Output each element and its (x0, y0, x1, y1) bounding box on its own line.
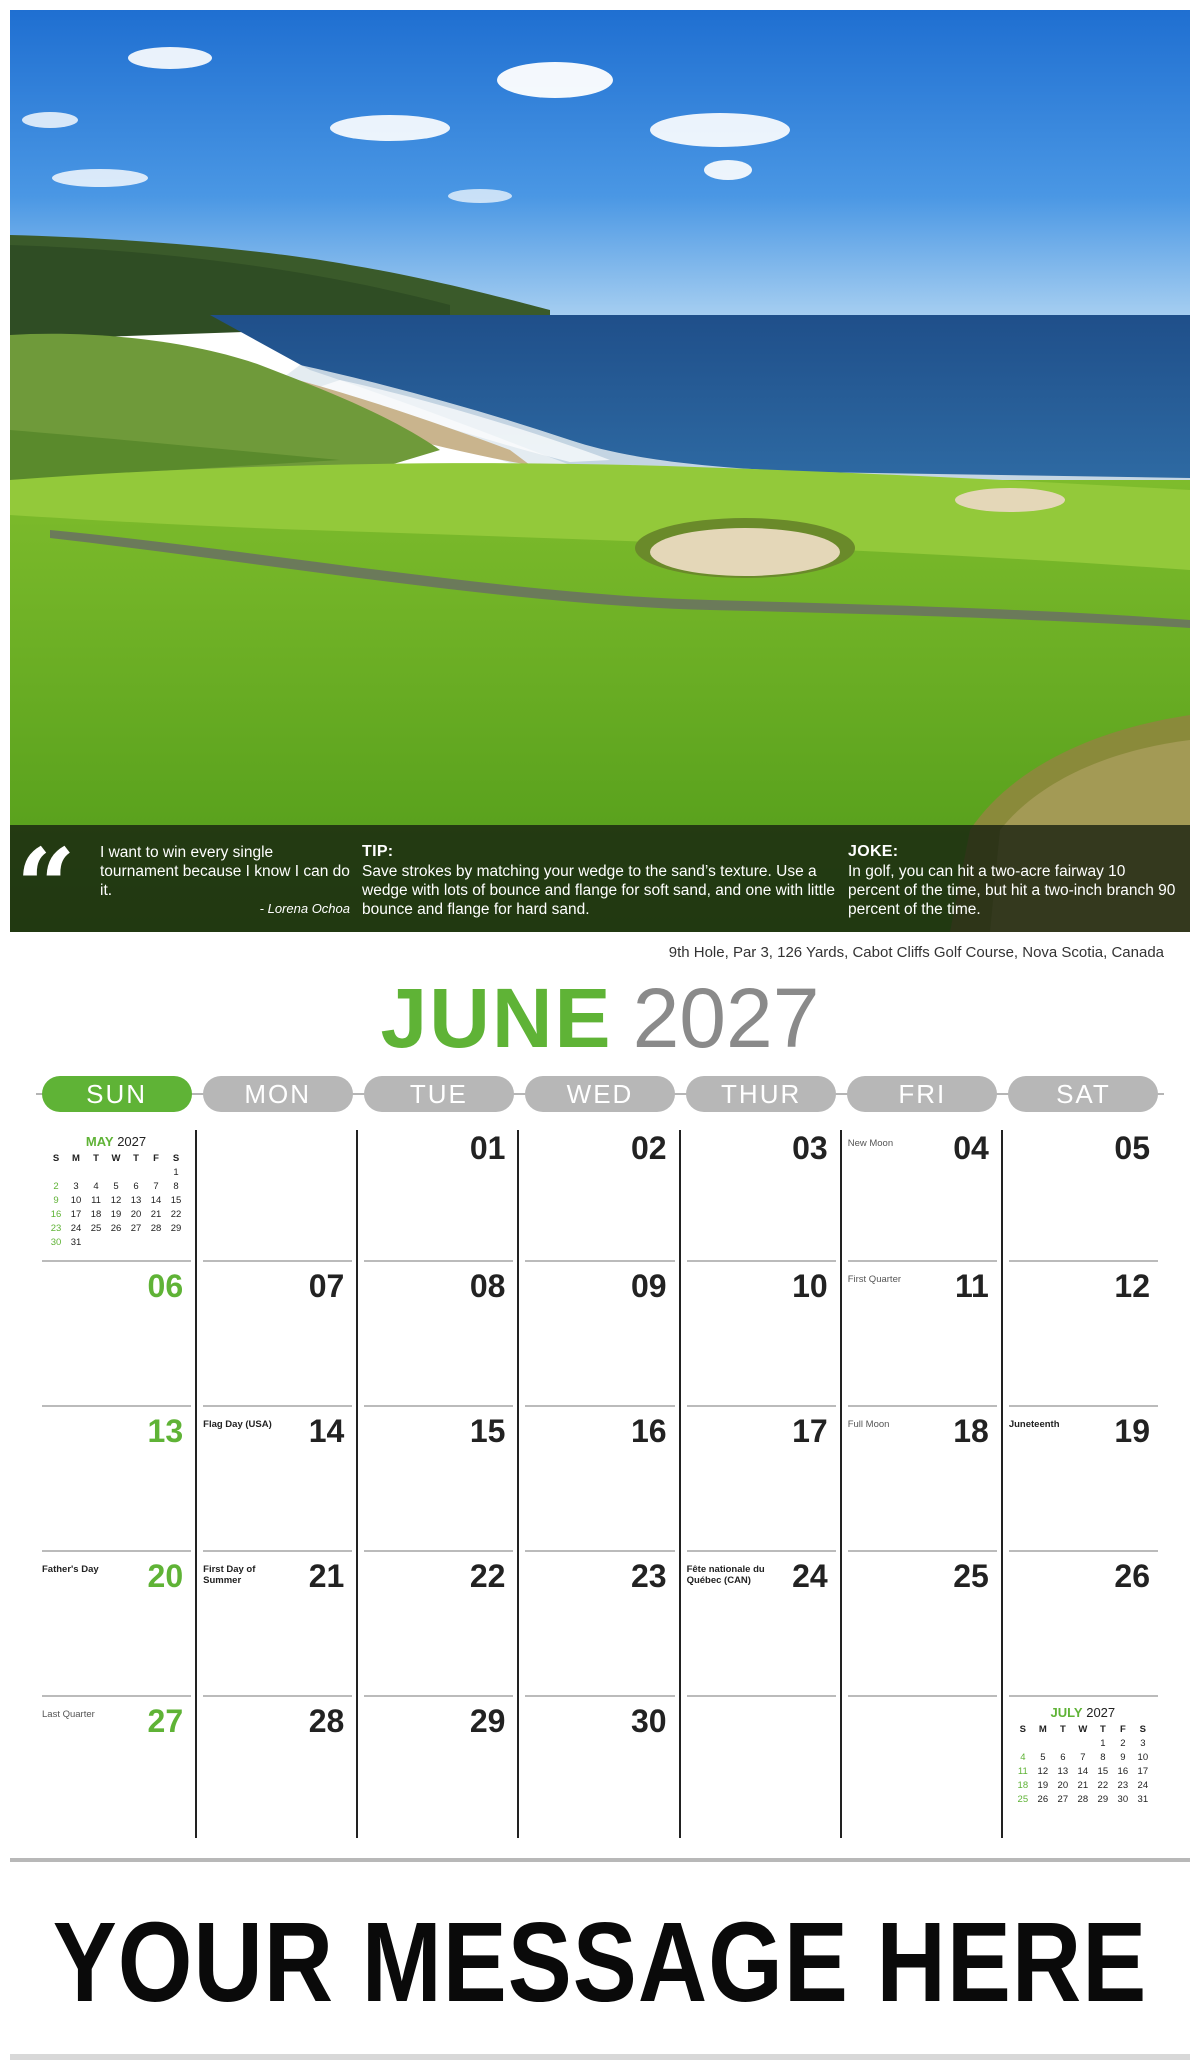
mini-calendar-next-day: 21 (1077, 1779, 1089, 1791)
row-divider (364, 1695, 513, 1697)
day-number: 25 (953, 1558, 989, 1594)
day-number: 20 (147, 1558, 184, 1594)
day-number: 30 (630, 1703, 667, 1739)
month-name: JUNE (380, 971, 613, 1065)
day-number: 11 (955, 1268, 989, 1304)
day-cell[interactable] (681, 1130, 842, 1260)
mini-calendar-next-day: 20 (1057, 1779, 1069, 1791)
row-divider (687, 1695, 836, 1697)
mini-calendar-prev-day: 17 (70, 1208, 82, 1220)
mini-calendar-next-day: 16 (1117, 1765, 1129, 1777)
mini-calendar-next-day (1013, 1736, 1033, 1750)
mini-calendar-prev-day: 9 (53, 1194, 59, 1206)
row-divider (687, 1405, 836, 1407)
day-number: 06 (147, 1268, 184, 1304)
mini-calendar-prev-year: 2027 (117, 1134, 147, 1149)
day-cell[interactable] (36, 1550, 197, 1695)
mini-calendar-prev-day: 7 (153, 1180, 159, 1192)
mini-calendar-prev-day (106, 1235, 126, 1249)
mini-calendar-next-day: 1 (1100, 1737, 1106, 1749)
mini-calendar-prev-day-header: T (93, 1152, 99, 1164)
day-cell[interactable] (842, 1260, 1003, 1405)
day-note: First Day of Summer (203, 1564, 256, 1586)
day-cell[interactable] (519, 1130, 680, 1260)
mini-calendar-next (1013, 1705, 1153, 1806)
day-cell[interactable] (197, 1405, 358, 1550)
weekday-fri: FRI (847, 1076, 997, 1112)
mini-calendar-prev-day-header: M (72, 1152, 80, 1164)
day-cell[interactable] (1003, 1405, 1164, 1550)
day-number: 12 (1114, 1268, 1150, 1304)
mini-calendar-next-day-header: F (1119, 1723, 1126, 1735)
mini-calendar-prev-day: 6 (133, 1180, 139, 1192)
day-cell[interactable] (1003, 1260, 1164, 1405)
mini-calendar-prev-day (86, 1235, 106, 1249)
day-note: Last Quarter (42, 1709, 95, 1720)
row-divider (364, 1405, 513, 1407)
mini-calendar-prev-day: 10 (70, 1194, 82, 1206)
mini-calendar-next-title (1013, 1705, 1153, 1720)
row-divider (364, 1260, 513, 1262)
day-number: 07 (308, 1268, 345, 1304)
day-cell[interactable] (519, 1695, 680, 1838)
mini-calendar-prev-day: 27 (130, 1222, 142, 1234)
row-divider (42, 1550, 191, 1552)
mini-calendar-next-day: 17 (1137, 1765, 1149, 1777)
day-number: 02 (630, 1130, 667, 1166)
mini-calendar-next-day-header: T (1099, 1723, 1106, 1735)
day-note: Juneteenth (1008, 1419, 1060, 1430)
mini-calendar-prev-day-header: S (172, 1152, 180, 1164)
mini-calendar-prev-day: 22 (170, 1208, 182, 1220)
mini-calendar-prev-day: 25 (90, 1222, 102, 1234)
row-divider (364, 1550, 513, 1552)
weekday-header (36, 1076, 1164, 1112)
day-number: 03 (792, 1130, 828, 1166)
mini-calendar-prev-day: 2 (53, 1180, 59, 1192)
mini-calendar-prev-day: 29 (170, 1222, 182, 1234)
day-number: 23 (630, 1558, 667, 1594)
mini-calendar-next-day: 11 (1017, 1765, 1028, 1777)
mini-calendar-next-day: 10 (1137, 1751, 1149, 1763)
mini-calendar-prev-day: 15 (170, 1194, 182, 1206)
row-divider (848, 1405, 997, 1407)
day-note: Father's Day (42, 1564, 99, 1575)
day-number: 26 (1114, 1558, 1150, 1594)
year: 2027 (632, 971, 820, 1065)
day-cell[interactable] (197, 1260, 358, 1405)
mini-calendar-prev-title (46, 1134, 186, 1149)
quote-author: - Lorena Ochoa (259, 901, 350, 916)
row-divider (848, 1695, 997, 1697)
mini-calendar-next-day: 29 (1097, 1793, 1109, 1805)
mini-calendar-next-day: 31 (1137, 1793, 1149, 1805)
mini-calendar-prev-day: 16 (50, 1208, 62, 1220)
row-divider (525, 1405, 674, 1407)
mini-calendar-prev-day: 30 (50, 1236, 62, 1248)
mini-calendar-next-day-header: T (1059, 1723, 1066, 1735)
quote-text: I want to win every single tournament because I know I can do it. (100, 844, 350, 899)
day-cell[interactable] (842, 1550, 1003, 1695)
joke-heading: JOKE: (848, 843, 899, 860)
mini-calendar-prev-day: 20 (130, 1208, 142, 1220)
quote-icon: “ (16, 825, 76, 948)
day-number: 29 (469, 1703, 506, 1739)
day-number: 09 (630, 1268, 667, 1304)
day-note: First Quarter (847, 1274, 902, 1285)
day-cell[interactable] (1003, 1130, 1164, 1260)
day-cell[interactable] (358, 1405, 519, 1550)
mini-calendar-next-day: 13 (1057, 1765, 1069, 1777)
mini-calendar-prev-day: 8 (173, 1180, 179, 1192)
mini-calendar-prev-day (106, 1165, 126, 1179)
mini-calendar-prev-day: 18 (90, 1208, 102, 1220)
mini-calendar-prev-day-header: W (111, 1152, 121, 1164)
day-cell[interactable] (197, 1130, 358, 1260)
mini-calendar-next-day: 14 (1077, 1765, 1089, 1777)
row-divider (1009, 1695, 1158, 1697)
mini-calendar-next-day: 27 (1057, 1793, 1069, 1805)
row-divider (203, 1550, 352, 1552)
mini-calendar-prev-day: 1 (173, 1166, 179, 1178)
row-divider (525, 1695, 674, 1697)
mini-calendar-prev-day (126, 1165, 146, 1179)
mini-calendar-prev-day: 4 (93, 1180, 99, 1192)
mini-calendar-prev-month: MAY (85, 1134, 114, 1149)
mini-calendar-next-day: 26 (1037, 1793, 1049, 1805)
month-heading (0, 970, 1200, 1067)
mini-calendar-next-day: 30 (1117, 1793, 1129, 1805)
day-number: 27 (147, 1703, 184, 1739)
row-divider (203, 1260, 352, 1262)
mini-calendar-prev-day: 19 (110, 1208, 122, 1220)
row-divider (42, 1405, 191, 1407)
row-divider (687, 1260, 836, 1262)
mini-calendar-prev-day (126, 1235, 146, 1249)
golf-course-photo (10, 10, 1190, 932)
calendar-grid (36, 1130, 1164, 1838)
mini-calendar-next-day: 4 (1020, 1751, 1026, 1763)
mini-calendar-next-day-header: W (1078, 1723, 1088, 1735)
mini-calendar-next-day-header: M (1038, 1723, 1047, 1735)
day-cell[interactable] (842, 1405, 1003, 1550)
day-number: 01 (469, 1130, 506, 1166)
mini-calendar-next-day: 12 (1037, 1765, 1049, 1777)
joke-text: In golf, you can hit a two-acre fairway 10 percent of the time, but hit a two-inch branch 90 percent of the time. (848, 863, 1176, 918)
day-number: 19 (1114, 1413, 1150, 1449)
mini-calendar-next-day: 24 (1137, 1779, 1149, 1791)
day-cell[interactable] (681, 1405, 842, 1550)
weekday-mon: MON (203, 1076, 353, 1112)
mini-calendar-next-day: 28 (1077, 1793, 1089, 1805)
day-cell[interactable] (358, 1260, 519, 1405)
row-divider (203, 1695, 352, 1697)
mini-calendar-next-day (1033, 1736, 1053, 1750)
day-note: New Moon (847, 1138, 894, 1149)
footer-message: YOUR MESSAGE HERE (52, 1899, 1148, 2026)
day-number: 22 (469, 1558, 506, 1594)
mini-calendar-prev-day: 3 (73, 1180, 79, 1192)
day-number: 13 (147, 1413, 184, 1449)
mini-calendar-next-day: 23 (1117, 1779, 1129, 1791)
day-number: 16 (630, 1413, 667, 1449)
row-divider (848, 1550, 997, 1552)
day-cell[interactable] (36, 1260, 197, 1405)
day-cell[interactable] (1003, 1695, 1164, 1838)
row-divider (1009, 1405, 1158, 1407)
day-cell[interactable] (842, 1130, 1003, 1260)
day-number: 24 (792, 1558, 828, 1594)
weekday-thur: THUR (686, 1076, 836, 1112)
day-cell[interactable] (36, 1405, 197, 1550)
weekday-tue: TUE (364, 1076, 514, 1112)
mini-calendar-prev-table (46, 1151, 186, 1249)
mini-calendar-prev-day-header: S (52, 1152, 60, 1164)
tip-text: Save strokes by matching your wedge to the sand’s texture. Use a wedge with lots of bounce and flange for soft sand, and one with little bounce and flange for hard sand. (362, 863, 836, 918)
day-number: 15 (469, 1413, 506, 1449)
day-cell[interactable] (197, 1695, 358, 1838)
day-note: Fête nationale du Québec (CAN) (686, 1564, 765, 1586)
mini-calendar-next-day: 15 (1097, 1765, 1109, 1777)
day-cell[interactable] (519, 1405, 680, 1550)
row-divider (203, 1405, 352, 1407)
day-note: Flag Day (USA) (203, 1419, 272, 1430)
mini-calendar-next-day: 19 (1037, 1779, 1049, 1791)
mini-calendar-prev-day-header: F (153, 1152, 159, 1164)
day-number: 08 (469, 1268, 506, 1304)
mini-calendar-next-year: 2027 (1086, 1705, 1116, 1720)
day-number: 21 (308, 1558, 345, 1594)
row-divider (525, 1260, 674, 1262)
photo-caption: 9th Hole, Par 3, 126 Yards, Cabot Cliffs Golf Course, Nova Scotia, Canada (668, 944, 1164, 961)
mini-calendar-next-day: 3 (1140, 1737, 1146, 1749)
mini-calendar-next-day-header: S (1019, 1723, 1027, 1735)
weekday-sat: SAT (1008, 1076, 1158, 1112)
mini-calendar-prev-day (46, 1165, 66, 1179)
mini-calendar-prev-day (66, 1165, 86, 1179)
mini-calendar-prev-day: 31 (70, 1236, 82, 1248)
info-band (10, 825, 1190, 948)
weekday-sun: SUN (42, 1076, 192, 1112)
mini-calendar-next-day: 5 (1040, 1751, 1046, 1763)
mini-calendar-prev-day: 28 (150, 1222, 162, 1234)
mini-calendar-prev-day: 13 (130, 1194, 142, 1206)
day-number: 17 (792, 1413, 828, 1449)
day-cell[interactable] (1003, 1550, 1164, 1695)
day-number: 18 (953, 1413, 989, 1449)
mini-calendar-prev-day (86, 1165, 106, 1179)
mini-calendar-next-day: 22 (1097, 1779, 1109, 1791)
mini-calendar-prev-day (146, 1165, 166, 1179)
row-divider (42, 1260, 191, 1262)
tip-panel (362, 842, 842, 919)
day-number: 05 (1114, 1130, 1150, 1166)
mini-calendar-next-table (1013, 1722, 1153, 1806)
row-divider (42, 1695, 191, 1697)
day-cell[interactable] (681, 1260, 842, 1405)
day-cell[interactable] (358, 1695, 519, 1838)
weekday-wed: WED (525, 1076, 675, 1112)
day-cell[interactable] (197, 1550, 358, 1695)
mini-calendar-next-day-header: S (1139, 1723, 1147, 1735)
mini-calendar-prev-day: 14 (150, 1194, 162, 1206)
mini-calendar-next-day: 25 (1017, 1793, 1029, 1805)
day-note: Full Moon (847, 1419, 890, 1430)
mini-calendar-prev-day: 24 (70, 1222, 82, 1234)
mini-calendar-next-day: 18 (1017, 1779, 1029, 1791)
mini-calendar-prev-day: 5 (113, 1180, 119, 1192)
day-number: 10 (792, 1268, 828, 1304)
footer-shadow (10, 2054, 1190, 2060)
mini-calendar-prev-day: 11 (91, 1194, 101, 1206)
row-divider (848, 1260, 997, 1262)
mini-calendar-next-day (1053, 1736, 1073, 1750)
mini-calendar-prev-day: 23 (50, 1222, 62, 1234)
tip-heading: TIP: (362, 843, 394, 860)
day-cell[interactable] (358, 1550, 519, 1695)
mini-calendar-next-day: 8 (1100, 1751, 1106, 1763)
row-divider (525, 1550, 674, 1552)
day-cell[interactable] (519, 1260, 680, 1405)
row-divider (687, 1550, 836, 1552)
mini-calendar-next-day: 2 (1120, 1737, 1126, 1749)
row-divider (1009, 1260, 1158, 1262)
mini-calendar-next-day: 9 (1120, 1751, 1126, 1763)
mini-calendar-prev-day (146, 1235, 166, 1249)
row-divider (1009, 1550, 1158, 1552)
footer (10, 1862, 1190, 2054)
mini-calendar-prev-day: 12 (110, 1194, 122, 1206)
mini-calendar-prev (46, 1134, 186, 1249)
mini-calendar-prev-day: 26 (110, 1222, 122, 1234)
day-cell[interactable] (358, 1130, 519, 1260)
day-number: 14 (308, 1413, 345, 1449)
day-cell[interactable] (842, 1695, 1003, 1838)
mini-calendar-next-day: 7 (1080, 1751, 1086, 1763)
mini-calendar-prev-day (166, 1235, 186, 1249)
day-number: 28 (308, 1703, 345, 1739)
day-cell[interactable] (681, 1695, 842, 1838)
day-cell[interactable] (36, 1695, 197, 1838)
day-number: 04 (953, 1130, 989, 1166)
mini-calendar-next-day: 6 (1060, 1751, 1066, 1763)
mini-calendar-next-day (1073, 1736, 1093, 1750)
mini-calendar-prev-day-header: T (133, 1152, 139, 1164)
mini-calendar-next-month: JULY (1050, 1705, 1083, 1720)
joke-panel (848, 842, 1178, 919)
mini-calendar-prev-day: 21 (150, 1208, 162, 1220)
day-cell[interactable] (681, 1550, 842, 1695)
day-cell[interactable] (519, 1550, 680, 1695)
day-cell[interactable] (36, 1130, 197, 1260)
